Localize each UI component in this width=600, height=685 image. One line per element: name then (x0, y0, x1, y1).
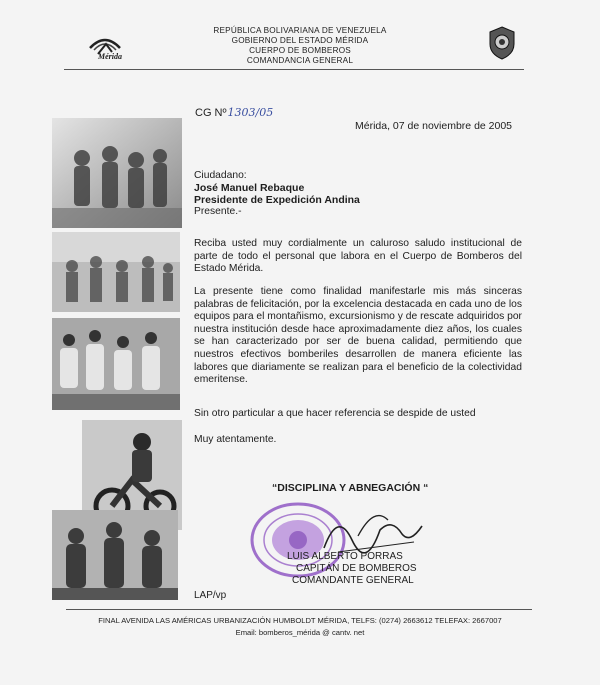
motto: “DISCIPLINA Y ABNEGACIÓN “ (272, 482, 429, 494)
fire-department-badge-icon (488, 26, 516, 60)
salutation: Ciudadano: (194, 170, 247, 181)
reference-number (195, 106, 273, 119)
letterhead (180, 26, 420, 66)
signer-rank: CAPITÁN DE BOMBEROS (296, 563, 417, 574)
letterhead-line: CUERPO DE BOMBEROS (249, 46, 351, 55)
paragraph-greeting: Reciba usted muy cordialmente un caluroso saludo institucional de parte de todo el personal que labora en el Cuerpo de Bomberos del Estado Mérida. (194, 238, 522, 275)
reference-prefix: CG Nº (195, 107, 227, 119)
header-logo-merida (84, 28, 126, 66)
closing: Muy atentamente. (194, 434, 277, 445)
footer-divider (66, 609, 532, 610)
recipient-title: Presidente de Expedición Andina (194, 194, 360, 206)
signer-name: LUIS ALBERTO PORRAS (287, 551, 403, 562)
photo-rescue-team (52, 232, 180, 312)
recipient-name: José Manuel Rebaque (194, 182, 305, 194)
logo-wordmark: Mérida (98, 52, 122, 61)
recipient-status: Presente.- (194, 206, 242, 217)
header-divider (64, 69, 524, 70)
paragraph-farewell: Sin otro particular a que hacer referencia se despide de usted (194, 408, 476, 419)
photo-firefighters-group (52, 118, 182, 228)
photo-firefighters-action (52, 510, 178, 600)
handwritten-reference: 1303/05 (227, 106, 274, 119)
footer-email: Email: bomberos_mérida @ cantv. net (235, 628, 365, 637)
letterhead-line: COMANDANCIA GENERAL (246, 56, 354, 65)
footer-address: FINAL AVENIDA LAS AMÉRICAS URBANIZACIÓN HUMBOLDT MÉRIDA, TELFS: (0274) 2663612 TELEFAX: 2667007 (98, 616, 502, 625)
initials: LAP/vp (194, 590, 227, 601)
letterhead-line: REPÚBLICA BOLIVARIANA DE VENEZUELA (213, 26, 387, 35)
letterhead-line: GOBIERNO DEL ESTADO MÉRIDA (231, 36, 369, 45)
paragraph-congratulation: La presente tiene como finalidad manifestarle mis más sinceras palabras de felicitación, por la excelencia destacada en cada uno de los equipos para el montañismo, excursionismo y de rescate adquiridos por nuestra institución desde hace aproximadamente diez años, los cuales se han caracterizado por ser de buena calidad, permitiendo que nuestros efectivos bomberiles desarrollen de manera eficiente las labores que diariamente se realizan para el beneficio de la colectividad emeritense. (194, 286, 523, 386)
signer-role: COMANDANTE GENERAL (292, 575, 414, 586)
letter-date: Mérida, 07 de noviembre de 2005 (355, 120, 513, 132)
photo-training-exercise (52, 318, 180, 410)
